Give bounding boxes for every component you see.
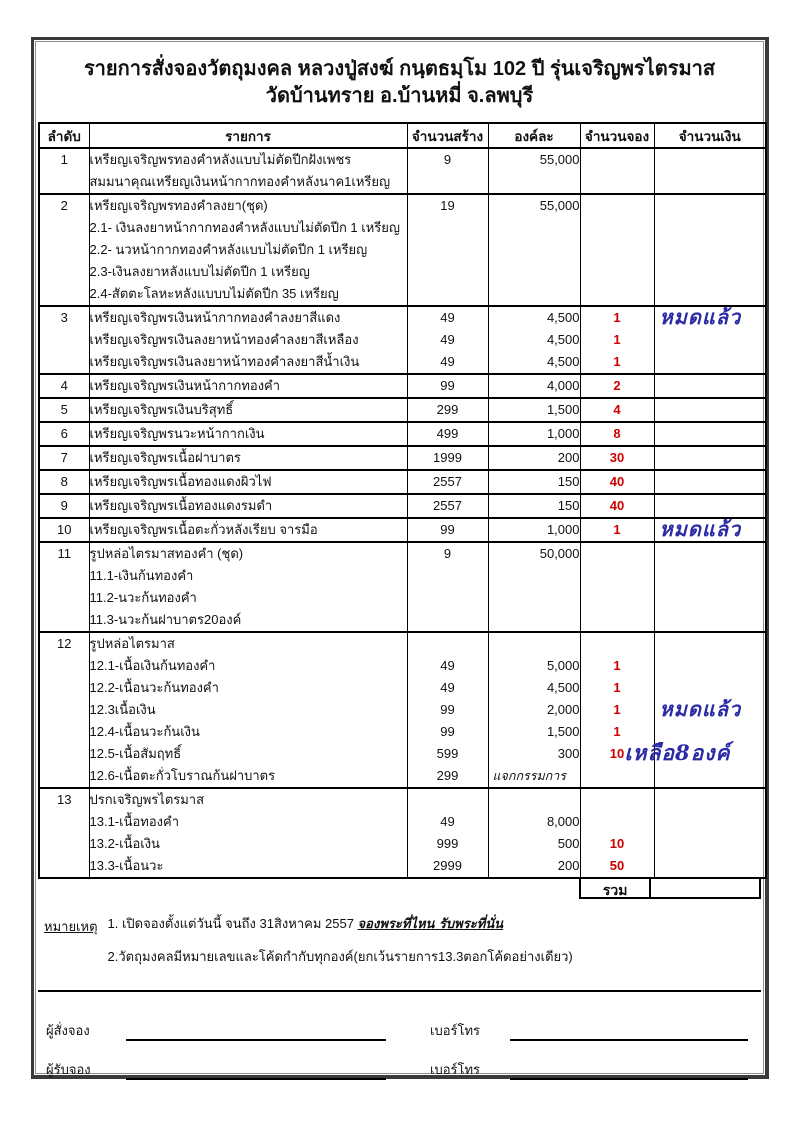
quantity-made: 599 (407, 743, 488, 765)
amount-cell (654, 261, 766, 283)
amount-cell (654, 374, 766, 398)
row-order-number: 8 (39, 470, 89, 494)
reserved-quantity: 2 (580, 374, 654, 398)
row-order-number (39, 171, 89, 194)
row-order-number: 1 (39, 148, 89, 171)
table-row (39, 283, 766, 306)
row-order-number: 13 (39, 788, 89, 811)
item-description: 11.3-นวะก้นฝาบาตร20องค์ (89, 609, 407, 632)
table-row (39, 609, 766, 632)
row-order-number: 12 (39, 632, 89, 655)
title-line-2: วัดบ้านทราย อ.บ้านหมี่ จ.ลพบุรี (265, 85, 534, 107)
reserved-quantity (580, 148, 654, 171)
total-amount-cell (651, 877, 761, 899)
row-order-number (39, 587, 89, 609)
unit-price: 200 (488, 446, 580, 470)
reserved-quantity (580, 542, 654, 565)
table-row (39, 788, 766, 811)
unit-price: 2,000 (488, 699, 580, 721)
item-description: 13.2-เนื้อเงิน (89, 833, 407, 855)
title-line-1: รายการสั่งจองวัตถุมงคล หลวงปู่สงฆ์ กนฺตธมฺโม 102 ปี รุ่นเจริญพรไตรมาส (83, 58, 716, 80)
reserved-quantity (580, 632, 654, 655)
reserved-quantity: 40 (580, 470, 654, 494)
signature-section (38, 990, 761, 1080)
reserved-quantity: 1 (580, 721, 654, 743)
receiver-signature-line (126, 1063, 386, 1080)
item-description: เหรียญเจริญพรเนื้อตะกั่วหลังเรียบ จารมือ (89, 518, 407, 542)
amount-cell (654, 655, 766, 677)
item-description: 12.1-เนื้อเงินก้นทองคำ (89, 655, 407, 677)
table-row (39, 239, 766, 261)
note-1-text: 1. เปิดจองตั้งแต่วันนี้ จนถึง 31สิงหาคม 2557 (107, 916, 354, 931)
unit-price: 4,500 (488, 306, 580, 329)
reserved-quantity (580, 217, 654, 239)
reserved-quantity: 1 (580, 699, 654, 721)
header-reserved: จำนวนจอง (580, 123, 654, 148)
amount-cell (654, 283, 766, 306)
quantity-made (407, 261, 488, 283)
amount-cell (654, 446, 766, 470)
reserved-quantity (580, 609, 654, 632)
row-order-number: 3 (39, 306, 89, 329)
item-description: 2.4-สัตตะโลหะหลังแบบบไม่ตัดปีก 35 เหรียญ (89, 283, 407, 306)
unit-price: 50,000 (488, 542, 580, 565)
handwritten-note: เหลือ8องค์ (624, 739, 731, 765)
amount-cell (654, 194, 766, 217)
item-description: 11.2-นวะก้นทองคำ (89, 587, 407, 609)
row-order-number (39, 351, 89, 374)
reserved-quantity: 1 (580, 351, 654, 374)
quantity-made: 99 (407, 699, 488, 721)
amount-cell (654, 855, 766, 878)
item-description: เหรียญเจริญพรเนื้อฝาบาตร (89, 446, 407, 470)
table-row (39, 518, 766, 542)
unit-price: 1,000 (488, 422, 580, 446)
table-row (39, 422, 766, 446)
table-header-row (39, 123, 766, 148)
header-order-number: ลำดับ (39, 123, 89, 148)
quantity-made: 499 (407, 422, 488, 446)
amount-cell (654, 518, 766, 542)
table-row (39, 855, 766, 878)
item-description: 2.2- นวหน้ากากทองคำหลังแบบไม่ตัดปีก 1 เหรียญ (89, 239, 407, 261)
reserved-quantity (580, 565, 654, 587)
table-row (39, 398, 766, 422)
row-order-number (39, 261, 89, 283)
reserved-quantity (580, 811, 654, 833)
quantity-made: 2557 (407, 494, 488, 518)
quantity-made: 49 (407, 351, 488, 374)
quantity-made: 49 (407, 655, 488, 677)
quantity-made (407, 632, 488, 655)
item-description: รูปหล่อไตรมาสทองคำ (ชุด) (89, 542, 407, 565)
row-order-number: 11 (39, 542, 89, 565)
table-row (39, 306, 766, 329)
item-description: เหรียญเจริญพรทองคำหลังแบบไม่ตัดปีกฝังเพชร (89, 148, 407, 171)
unit-price: 150 (488, 470, 580, 494)
row-order-number (39, 699, 89, 721)
reserved-quantity: 40 (580, 494, 654, 518)
header-item: รายการ (89, 123, 407, 148)
unit-price: 4,000 (488, 374, 580, 398)
item-description: เหรียญเจริญพรเงินลงยาหน้าทองคำลงยาสีน้ำเงิน (89, 351, 407, 374)
amount-cell (654, 217, 766, 239)
row-order-number: 10 (39, 518, 89, 542)
note-1 (108, 915, 573, 934)
reserved-quantity: 10 (580, 833, 654, 855)
table-row (39, 494, 766, 518)
unit-price: 8,000 (488, 811, 580, 833)
orderer-label: ผู้สั่งจอง (46, 1023, 90, 1038)
item-description: 12.4-เนื้อนวะก้นเงิน (89, 721, 407, 743)
note-2: 2.วัตถุมงคลมีหมายเลขและโค้ดกำกับทุกองค์(ยกเว้นรายการ13.3ตอกโค้ดอย่างเดียว) (107, 949, 573, 964)
unit-price: 500 (488, 833, 580, 855)
table-row (39, 677, 766, 699)
table-row (39, 811, 766, 833)
item-description: เหรียญเจริญพรเงินลงยาหน้าทองคำลงยาสีเหลือง (89, 329, 407, 351)
header-quantity-made: จำนวนสร้าง (407, 123, 488, 148)
amount-cell (654, 811, 766, 833)
table-row (39, 217, 766, 239)
row-order-number (39, 329, 89, 351)
table-row (39, 374, 766, 398)
item-description: 2.3-เงินลงยาหลังแบบไม่ตัดปีก 1 เหรียญ (89, 261, 407, 283)
table-row (39, 655, 766, 677)
quantity-made (407, 788, 488, 811)
unit-price: 55,000 (488, 148, 580, 171)
unit-price: 150 (488, 494, 580, 518)
header-amount: จำนวนเงิน (654, 123, 766, 148)
quantity-made (407, 609, 488, 632)
amount-cell (654, 148, 766, 171)
table-row (39, 261, 766, 283)
unit-price (488, 565, 580, 587)
table-row (39, 148, 766, 171)
amount-cell (654, 171, 766, 194)
reserved-quantity (580, 261, 654, 283)
unit-price: 1,500 (488, 398, 580, 422)
unit-price (488, 788, 580, 811)
quantity-made: 999 (407, 833, 488, 855)
quantity-made: 9 (407, 542, 488, 565)
item-description: เหรียญเจริญพรนวะหน้ากากเงิน (89, 422, 407, 446)
unit-price (488, 261, 580, 283)
unit-price: 1,500 (488, 721, 580, 743)
orderer-signature-line (126, 1024, 386, 1041)
item-description: 12.5-เนื้อสัมฤทธิ์ (89, 743, 407, 765)
amount-cell (624, 739, 766, 765)
item-description: 2.1- เงินลงยาหน้ากากทองคำหลังแบบไม่ตัดปีก 1 เหรียญ (89, 217, 407, 239)
row-order-number: 4 (39, 374, 89, 398)
quantity-made (407, 565, 488, 587)
reserved-quantity: 50 (580, 855, 654, 878)
reserved-quantity (580, 587, 654, 609)
quantity-made (407, 239, 488, 261)
quantity-made: 2557 (407, 470, 488, 494)
item-description: 12.2-เนื้อนวะก้นทองคำ (89, 677, 407, 699)
notes-label: หมายเหตุ (44, 919, 98, 934)
row-order-number (39, 565, 89, 587)
unit-price (488, 217, 580, 239)
header-price-each: องค์ละ (488, 123, 580, 148)
table-row (39, 833, 766, 855)
table-row (39, 565, 766, 587)
item-description: 12.6-เนื้อตะกั่วโบราณก้นฝาบาตร (89, 765, 407, 788)
item-description: เหรียญเจริญพรเนื้อทองแดงผิวไฟ (89, 470, 407, 494)
receiver-phone-line (510, 1063, 748, 1080)
unit-price: 4,500 (488, 351, 580, 374)
unit-price (488, 587, 580, 609)
quantity-made: 2999 (407, 855, 488, 878)
handwritten-note: หมดแล้ว (659, 516, 742, 541)
reserved-quantity: 1 (580, 677, 654, 699)
unit-price: 5,000 (488, 655, 580, 677)
quantity-made: 49 (407, 306, 488, 329)
table-row (39, 194, 766, 217)
amount-cell (654, 765, 766, 788)
amount-cell (654, 239, 766, 261)
amount-cell (654, 470, 766, 494)
table-row (39, 632, 766, 655)
reserved-quantity: 1 (580, 518, 654, 542)
amount-cell (654, 788, 766, 811)
reserved-quantity (580, 194, 654, 217)
unit-price: 4,500 (488, 677, 580, 699)
item-description: สมมนาคุณเหรียญเงินหน้ากากทองคำหลังนาค1เหรียญ (89, 171, 407, 194)
row-order-number (39, 765, 89, 788)
quantity-made (407, 217, 488, 239)
quantity-made: 49 (407, 677, 488, 699)
quantity-made (407, 283, 488, 306)
item-description: รูปหล่อไตรมาส (89, 632, 407, 655)
row-order-number (39, 855, 89, 878)
receiver-label: ผู้รับจอง (46, 1062, 91, 1077)
row-order-number (39, 239, 89, 261)
unit-price: 4,500 (488, 329, 580, 351)
quantity-made: 299 (407, 398, 488, 422)
sheet-inner-frame (35, 41, 764, 1077)
row-order-number: 7 (39, 446, 89, 470)
amount-cell (654, 494, 766, 518)
unit-price: 200 (488, 855, 580, 878)
note-1-emphasis: จองพระที่ไหน รับพระที่นั่น (357, 917, 504, 932)
amount-cell (654, 677, 766, 699)
amount-cell (654, 565, 766, 587)
table-row (39, 171, 766, 194)
table-row (39, 329, 766, 351)
quantity-made: 1999 (407, 446, 488, 470)
amount-cell (654, 306, 766, 329)
reserved-quantity (580, 788, 654, 811)
amount-cell (654, 632, 766, 655)
item-description: เหรียญเจริญพรทองคำลงยา(ชุด) (89, 194, 407, 217)
row-order-number (39, 721, 89, 743)
table-row (39, 699, 766, 721)
table-row (39, 765, 766, 788)
quantity-made (407, 171, 488, 194)
orderer-phone-label: เบอร์โทร (430, 1023, 481, 1038)
row-order-number (39, 677, 89, 699)
item-description: 12.3เนื้อเงิน (89, 699, 407, 721)
reserved-quantity: 1 (580, 329, 654, 351)
order-table (38, 122, 767, 879)
unit-price: 300 (488, 743, 580, 765)
item-description: 13.3-เนื้อนวะ (89, 855, 407, 878)
unit-price: 1,000 (488, 518, 580, 542)
quantity-made: 99 (407, 374, 488, 398)
receiver-phone-label: เบอร์โทร (430, 1062, 481, 1077)
row-order-number: 5 (39, 398, 89, 422)
quantity-made: 49 (407, 329, 488, 351)
notes-section (38, 899, 761, 980)
orderer-signature-row (46, 1020, 751, 1041)
unit-price: 55,000 (488, 194, 580, 217)
amount-cell (654, 587, 766, 609)
reserved-quantity (580, 239, 654, 261)
reserved-quantity (580, 765, 654, 788)
table-row (39, 470, 766, 494)
item-description: 11.1-เงินก้นทองคำ (89, 565, 407, 587)
amount-cell (654, 609, 766, 632)
reserved-quantity (580, 171, 654, 194)
row-order-number: 2 (39, 194, 89, 217)
row-order-number (39, 743, 89, 765)
amount-cell (654, 542, 766, 565)
amount-cell (654, 422, 766, 446)
unit-price (488, 283, 580, 306)
reserved-quantity: 30 (580, 446, 654, 470)
total-row (579, 877, 761, 899)
unit-price (488, 239, 580, 261)
item-description: เหรียญเจริญพรเงินหน้ากากทองคำลงยาสีแดง (89, 306, 407, 329)
quantity-made: 99 (407, 721, 488, 743)
row-order-number (39, 833, 89, 855)
quantity-made: 19 (407, 194, 488, 217)
amount-cell (654, 696, 766, 721)
table-row (39, 587, 766, 609)
item-description: ปรกเจริญพรไตรมาส (89, 788, 407, 811)
total-label: รวม (579, 877, 651, 899)
reserved-quantity (580, 283, 654, 306)
reserved-quantity: 1 (580, 655, 654, 677)
quantity-made: 49 (407, 811, 488, 833)
quantity-made: 9 (407, 148, 488, 171)
item-description: เหรียญเจริญพรเงินบริสุทธิ์ (89, 398, 407, 422)
quantity-made (407, 587, 488, 609)
unit-price (488, 171, 580, 194)
amount-cell (654, 329, 766, 351)
handwritten-note: หมดแล้ว (659, 304, 742, 329)
notes-lines (108, 915, 573, 980)
row-order-number (39, 655, 89, 677)
table-row (39, 743, 766, 765)
reserved-quantity: 8 (580, 422, 654, 446)
unit-price: แจกกรรมการ (488, 765, 580, 788)
row-order-number (39, 811, 89, 833)
amount-cell (654, 833, 766, 855)
orderer-phone-line (510, 1024, 748, 1041)
row-order-number (39, 283, 89, 306)
table-row (39, 351, 766, 374)
amount-cell (654, 351, 766, 374)
reserved-quantity: 1 (580, 306, 654, 329)
row-order-number: 9 (39, 494, 89, 518)
row-order-number (39, 217, 89, 239)
row-order-number (39, 609, 89, 632)
row-order-number: 6 (39, 422, 89, 446)
item-description: 13.1-เนื้อทองคำ (89, 811, 407, 833)
handwritten-note: หมดแล้ว (659, 696, 742, 721)
item-description: เหรียญเจริญพรเงินหน้ากากทองคำ (89, 374, 407, 398)
table-row (39, 542, 766, 565)
order-form-sheet (31, 37, 769, 1079)
reserved-quantity: 10 (580, 743, 654, 765)
unit-price (488, 632, 580, 655)
unit-price (488, 609, 580, 632)
amount-cell (654, 398, 766, 422)
item-description: เหรียญเจริญพรเนื้อทองแดงรมดำ (89, 494, 407, 518)
table-row (39, 446, 766, 470)
reserved-quantity: 4 (580, 398, 654, 422)
page-title (38, 42, 761, 110)
quantity-made: 99 (407, 518, 488, 542)
receiver-signature-row (46, 1059, 751, 1080)
quantity-made: 299 (407, 765, 488, 788)
